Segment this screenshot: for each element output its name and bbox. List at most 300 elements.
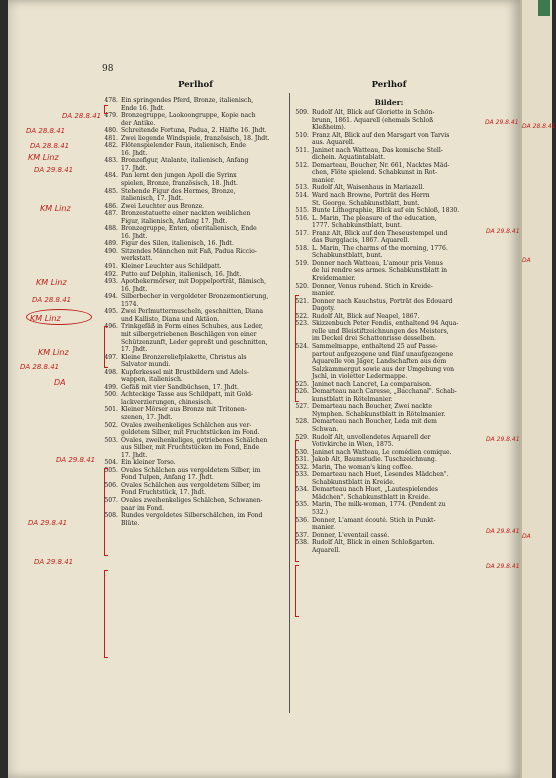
catalog-entry-line [295,222,483,230]
catalog-entry-line [295,162,483,170]
entry-text: Nymphen. Schabkunstblatt in Rötelmanier. [312,410,446,418]
catalog-entry-line [295,147,483,155]
catalog-entry-line [104,399,287,407]
entry-text: der Antike. [121,119,156,127]
entry-text: 1574. [121,300,139,308]
entry-number: 480. [104,127,118,135]
catalog-entry-line [295,524,483,532]
catalog-entry-line [295,464,483,472]
entry-text: Demarteau nach Huet, „Lautespielendes [312,486,438,494]
catalog-entry-line [104,255,287,263]
entry-text: werkstatt. [121,255,153,263]
entry-number: 520. [295,282,309,290]
next-page-edge [520,0,552,778]
catalog-entry-line [295,403,483,411]
catalog-entry-line [295,434,483,442]
annotation-date: DA 28.8.41 [26,127,66,135]
entry-text: Demarteau nach Boucher, Zwei nackte [312,403,432,411]
entry-text: Dagoty. [312,305,336,313]
entry-text: Gefäß mit vier Sandbüchsen, 17. Jhdt. [121,383,239,391]
entry-text: Rundes vergoldetes Silberschälchen, im Fond [121,512,263,520]
entry-number: 529. [295,433,309,441]
entry-number: 528. [295,418,309,426]
entry-number: 491. [104,263,118,271]
annotation-initials: KM Linz [40,204,71,213]
entry-text: und Kallisto, Diana und Aktäon. [121,315,220,323]
entry-text: Ein kleiner Torso. [121,459,176,467]
annotation-initials: KM Linz [38,348,69,357]
entry-text: Kleine Bronzereliefplakette, Christus als [121,353,247,361]
entry-text: Flötenspielender Faun, italienisch, Ende [121,142,247,150]
entry-text: Kleiner Leuchter aus Schildpatt. [121,263,222,271]
entry-number: 483. [104,157,118,165]
catalog-entry-line [295,381,483,389]
entry-number: 518. [295,244,309,252]
annotation-initials: KM Linz [30,314,61,323]
catalog-entry-line [295,418,483,426]
entry-text: italienisch, 17. Jhdt. [121,195,184,203]
catalog-entry-line [104,452,287,460]
entry-text: lackverzierungen, chinesisch. [121,398,213,406]
entry-text: Zwei Perlmuttermuscheln, geschnitten, Diana [121,308,264,316]
catalog-entry-line [295,547,483,555]
catalog-entry-line [295,192,483,200]
entry-text: Franz Alt, Blick auf den Marsgart von Tarvis [312,131,450,139]
entry-number: 504. [104,459,118,467]
entry-text: Bronzegruppe, Enten, oberitalienisch, Ende [121,225,257,233]
entry-text: 17. Jhdt. [121,451,148,459]
annotation-date: DA 29.8.41 [486,563,520,570]
entry-number: 526. [295,388,309,396]
catalog-entry-line [104,218,287,226]
catalog-entry-line [295,245,483,253]
entry-number: 497. [104,353,118,361]
catalog-entry-line [295,313,483,321]
entry-text: Rudolf Alt, Blick in einen Schloßgarten. [312,539,435,547]
annotation-circle [26,309,92,325]
entry-text: Donner nach Watteau, L'amour pris Venus [312,259,443,267]
entry-number: 486. [104,202,118,210]
catalog-entry-line [295,441,483,449]
catalog-entry-line [104,286,287,294]
entry-text: chen, Flöte spielend. Schabkunst in Rot- [312,169,438,177]
entry-number: 492. [104,270,118,278]
catalog-entry-line [295,275,483,283]
catalog-entry-line [104,474,287,482]
catalog-entry-line [104,391,287,399]
entry-number: 538. [295,539,309,547]
catalog-entry-line [104,135,287,143]
entry-text: Salvator mundi. [121,361,171,369]
annotation-da: DA [54,378,66,387]
entry-number: 507. [104,496,118,504]
catalog-entry-line [295,184,483,192]
catalog-entry-line [104,414,287,422]
catalog-entry-line [295,260,483,268]
catalog-entry-line [104,127,287,135]
entry-text: Zwei Leuchter aus Bronze. [121,202,205,210]
catalog-entry-line [104,346,287,354]
catalog-entry-line [104,165,287,173]
catalog-entry-line [295,471,483,479]
page-number: 98 [102,64,114,74]
entry-number: 487. [104,210,118,218]
entry-text: Kreidemanier. [312,275,356,283]
annotation-da: DA [522,257,531,264]
entry-number: 523. [295,320,309,328]
catalog-entry-line [104,361,287,369]
catalog-entry-line [295,351,483,359]
entry-number: 508. [104,512,118,520]
entry-text: Ovales Schälchen aus vergoldetem Silber, im [121,466,261,474]
catalog-entry-line [295,230,483,238]
catalog-entry-line [295,494,483,502]
catalog-entry-line [104,263,287,271]
entry-text: Jschl, in violetter Ledermappe. [312,373,408,381]
entry-text: Rudolf Alt, Waisenhaus in Mariazell. [312,184,425,192]
annotation-date: DA 29.8.41 [485,119,519,126]
entry-text: Ein springendes Pferd, Bronze, italienisch, [121,97,254,104]
entry-text: Janinet nach Lancret, La comparaison. [312,380,432,388]
catalog-entry-line [104,210,287,218]
annotation-date: DA 29.8.41 [486,228,520,235]
entry-number: 488. [104,225,118,233]
catalog-entry-line [295,373,483,381]
catalog-entry-line [295,320,483,328]
catalog-entry-line [295,426,483,434]
entry-text: kunstblatt in Rötelmanier. [312,395,393,403]
annotation-date: DA 28.8.41 [32,296,72,304]
entry-number: 493. [104,278,118,286]
catalog-entry-line [104,437,287,445]
annotation-bracket [104,326,108,368]
catalog-entry-line [104,293,287,301]
entry-text: 17. Jhdt. [121,164,148,172]
catalog-entry-line [104,195,287,203]
entry-number: 525. [295,380,309,388]
entry-number: 517. [295,229,309,237]
catalog-entry-line [295,479,483,487]
entry-text: Figur des Silen, italienisch, 16. Jhdt. [121,240,234,248]
entry-number: 524. [295,342,309,350]
catalog-entry-line [295,154,483,162]
entry-text: Ovales Schälchen aus vergoldetem Silber, im [121,481,261,489]
annotation-initials: KM Linz [36,278,67,287]
entry-text: Zwei liegende Windspiele, französisch, 18. Jhdt. [121,134,270,142]
catalog-entry-line [295,343,483,351]
entry-text: Aquarell. [312,546,341,554]
entry-text: Bronzegruppe, Laokoongruppe, Kopie nach [121,112,256,120]
catalog-entry-line [104,354,287,362]
annotation-bracket [104,468,108,556]
catalog-entry-line [104,467,287,475]
catalog-entry-line [104,142,287,150]
catalog-entry-line [104,308,287,316]
entry-number: 502. [104,421,118,429]
catalog-entry-line [295,396,483,404]
annotation-date: DA 28.8.41 [30,142,70,150]
entry-text: Apothekermörser, mit Doppelporträt, flämisch, [121,278,267,286]
entry-number: 519. [295,259,309,267]
annotation-da: DA [522,533,531,540]
entry-number: 506. [104,481,118,489]
entry-text: Schwan. [312,425,339,433]
entry-text: manier. [312,176,336,184]
catalog-entry-line [104,233,287,241]
entry-text: Kleiner Mörser aus Bronze mit Tritonen- [121,406,247,414]
entry-text: Trinkgefäß in Form eines Schuhes, aus Leder, [121,323,264,331]
catalog-entry-line [104,489,287,497]
entry-number: 530. [295,448,309,456]
entry-text: im Deckel drei Schattenrisse desselben. [312,335,436,343]
catalog-entry-line [295,411,483,419]
entry-text: Ovales zweihenkeliges Schälchen, Schwanen- [121,496,263,504]
entry-number: 534. [295,486,309,494]
entry-text: 16. Jhdt. [121,232,148,240]
entry-text: spielen, Bronze, französisch, 18. Jhdt. [121,180,238,188]
entry-text: Bunte Lithographie, Blick auf ein Schloß, 1830. [312,207,460,215]
right-column-subheading: Bilder: [374,98,404,107]
catalog-entry-line [295,486,483,494]
catalog-entry-line [104,203,287,211]
catalog-entry-line [104,497,287,505]
entry-text: Mädchen". Schabkunstblatt in Kreide. [312,493,431,501]
entry-number: 521. [295,297,309,305]
catalog-entry-line [295,177,483,185]
right-column-entries [295,97,483,554]
catalog-entry-line [295,124,483,132]
annotation-date: DA 28.8.41 [522,123,556,130]
annotation-bracket [295,565,299,617]
right-column-heading: Perlhof [371,80,407,90]
catalog-entry-line [295,290,483,298]
entry-number: 532. [295,463,309,471]
catalog-entry-line [295,237,483,245]
catalog-entry-line [295,207,483,215]
entry-text: Janinet nach Watteau, Le comédien comique. [312,448,452,456]
catalog-entry-line [104,316,287,324]
catalog-entry-line [295,501,483,509]
entry-text: aus Silber, mit Fruchtstücken im Fond, Ende [121,444,260,452]
entry-number: 500. [104,391,118,399]
entry-number: 501. [104,406,118,414]
catalog-entry-line [295,517,483,525]
entry-text: 16. Jhdt. [121,149,148,157]
catalog-entry-line [104,112,287,120]
catalog-entry-line [295,139,483,147]
entry-text: Salzkammergut sowie aus der Umgebung von [312,365,455,373]
entry-number: 479. [104,112,118,120]
catalog-entry-line [104,369,287,377]
entry-text: Donner nach Kauchstus, Porträt des Edouard [312,297,453,305]
entry-number: 503. [104,436,118,444]
entry-text: Rudolf Alt, Blick auf Gloriette in Schön- [312,109,435,116]
entry-text: manier. [312,524,336,532]
entry-text: Kupferkessel mit Brustbildern und Adels- [121,368,249,376]
annotation-date: DA 29.8.41 [486,436,520,443]
entry-text: Ward nach Browne, Porträt des Herrn [312,192,430,200]
catalog-entry-line [295,388,483,396]
catalog-entry-line [295,215,483,223]
catalog-entry-line [104,105,287,113]
entry-number: 505. [104,466,118,474]
entry-text: Aquarelle von Jäger, Landschaften aus dem [312,358,447,366]
catalog-entry-line [104,278,287,286]
annotation-date: DA 29.8.41 [56,456,96,464]
entry-text: Rudolf Alt, unvollendetes Aquarell der [312,433,431,441]
catalog-entry-line [104,520,287,528]
annotation-date: DA 29.8.41 [34,166,74,174]
entry-text: Janinet nach Watteau, Das komische Stell- [312,146,443,154]
catalog-entry-line [104,172,287,180]
catalog-entry-line [104,120,287,128]
catalog-entry-line [295,132,483,140]
entry-text: St. George. Schabkunstblatt, bunt. [312,199,420,207]
entry-text: Demarteau, Boucher, Nr. 661, Nacktes Mäd- [312,161,450,169]
entry-number: 490. [104,247,118,255]
entry-text: Franz Alt, Blick auf den Theseustempel und [312,229,448,237]
catalog-entry-line [104,180,287,188]
annotation-date: DA 28.8.41 [62,112,102,120]
entry-text: Bronzestatuette einer nackten weiblichen [121,210,251,218]
catalog-entry-line [295,532,483,540]
entry-text: Marin, The milk-woman, 1774. (Pendent zu [312,501,446,509]
entry-text: Kleßheim). [312,124,346,132]
entry-text: Schützenzunft, Leder gepreßt und geschnitten, [121,338,268,346]
entry-text: aus. Aquarell. [312,139,355,147]
entry-text: Schreitende Fortuna, Padua, 2. Hälfte 16. Jhdt. [121,127,267,135]
entry-text: relle und Bleistiftzeichnungen des Meisters, [312,327,449,335]
catalog-entry-line [295,109,483,117]
catalog-entry-line [104,459,287,467]
entry-number: 485. [104,187,118,195]
annotation-bracket [104,570,108,658]
left-column-heading: Perlhof [178,80,213,90]
entry-text: Fond Tulpen, Anfang 17. Jhdt. [121,474,214,482]
catalog-entry-line [104,429,287,437]
entry-text: Ovales zweihenkeliges Schälchen aus ver- [121,421,252,429]
annotation-bracket [295,440,299,562]
entry-text: Rudolf Alt, Blick auf Neapel, 1867. [312,312,420,320]
entry-number: 535. [295,501,309,509]
catalog-entry-line [104,331,287,339]
entry-number: 478. [104,97,118,104]
entry-text: wappen, italienisch. [121,376,183,384]
entry-number: 511. [295,146,309,154]
catalog-entry-line [295,456,483,464]
entry-text: Votivkirche in Wien, 1875. [312,441,394,449]
entry-number: 498. [104,368,118,376]
catalog-entry-line [104,505,287,513]
catalog-entry-line [104,301,287,309]
entry-text: L. Marin, The charms of the morning, 1776. [312,244,448,252]
entry-text: Achteckige Tasse aus Schildpatt, mit Gold- [121,391,254,399]
entry-number: 481. [104,134,118,142]
catalog-entry-line [295,169,483,177]
catalog-entry-line [104,406,287,414]
column-divider [289,93,290,713]
catalog-entry-line [104,188,287,196]
catalog-entry-line [295,252,483,260]
entry-text: das Burgglacis, 1867. Aquarell. [312,237,410,245]
entry-text: manier. [312,290,336,298]
catalog-entry-line [104,248,287,256]
entry-text: 532.) [312,508,328,516]
catalog-entry-line [295,200,483,208]
green-tab [538,0,550,16]
entry-text: Schabkunstblatt, bunt. [312,252,383,260]
entry-text: Sitzendes Männchen mit Faß, Padua Riccio- [121,247,257,255]
catalog-entry-line [104,482,287,490]
catalog-entry-line [104,225,287,233]
entry-text: Skizzenbuch Peter Fendis, enthaltend 94 Aqua- [312,320,459,328]
entry-text: Jakob Alt, Baumstudie. Tuschzeichnung. [312,456,437,464]
entry-number: 531. [295,456,309,464]
annotation-bracket [295,295,299,402]
left-column-entries [104,97,287,527]
entry-text: Donner, Venus ruhend. Stich in Kreide- [312,282,433,290]
entry-number: 510. [295,131,309,139]
entry-text: mit silbergetriebenen Beschlägen von einer [121,330,257,338]
entry-text: Stehende Figur des Hermes, Bronze, [121,187,236,195]
entry-text: Bronzefigur, Atalante, italienisch, Anfang [121,157,249,165]
entry-number: 536. [295,516,309,524]
entry-text: Donner, L'eventail cassé. [312,531,390,539]
catalog-entry-line [104,271,287,279]
catalog-entry-line [295,305,483,313]
catalog-entry-line [104,97,287,105]
annotation-initials: KM Linz [28,153,59,162]
entry-number: 494. [104,293,118,301]
catalog-entry-line [295,298,483,306]
entry-text: brunn, 1861. Aquarell (ehemals Schloß [312,116,434,124]
entry-number: 522. [295,312,309,320]
entry-text: 1777. Schabkunstblatt, bunt. [312,222,402,230]
entry-number: 499. [104,383,118,391]
entry-number: 515. [295,207,309,215]
entry-text: 17. Jhdt. [121,346,148,354]
entry-number: 537. [295,531,309,539]
annotation-date: DA 29.8.41 [28,519,68,527]
entry-text: dichein. Aquatintablatt. [312,154,386,162]
catalog-entry-line [104,240,287,248]
catalog-entry-line [104,444,287,452]
catalog-entry-line [104,376,287,384]
entry-text: L. Marin, The pleasure of the education, [312,214,437,222]
catalog-entry-line [104,384,287,392]
catalog-entry-line [104,150,287,158]
entry-text: paar im Fond. [121,504,165,512]
catalog-entry-line [104,157,287,165]
catalog-entry-line [295,358,483,366]
entry-text: de lui rendre ses armes. Schabkunstblatt in [312,267,448,275]
entry-text: 16. Jhdt. [121,285,148,293]
entry-text: Figur, italienisch, Anfang 17. Jhdt. [121,217,228,225]
entry-number: 496. [104,323,118,331]
entry-number: 513. [295,184,309,192]
annotation-date: DA 29.8.41 [486,528,520,535]
catalog-entry-line [295,117,483,125]
catalog-entry-line [104,512,287,520]
entry-number: 489. [104,240,118,248]
entry-text: goldetem Silber, mit Fruchtstücken im Fond. [121,429,260,437]
catalog-entry-line [295,328,483,336]
entry-number: 512. [295,161,309,169]
entry-number: 495. [104,308,118,316]
catalog-entry-line [295,283,483,291]
catalog-entry-line [295,366,483,374]
catalog-entry-line [295,509,483,517]
